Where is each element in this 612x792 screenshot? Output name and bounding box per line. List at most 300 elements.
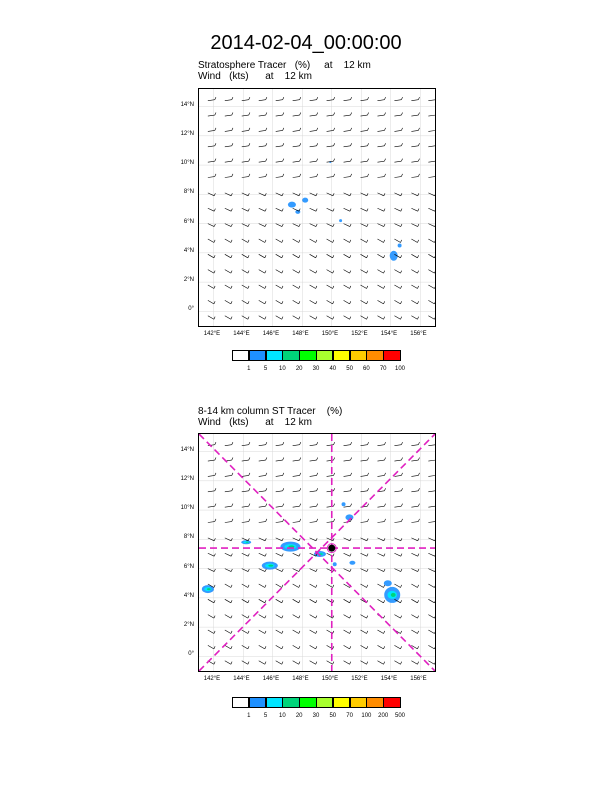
legend-label: 20 bbox=[295, 366, 303, 372]
legend-swatch bbox=[266, 697, 283, 708]
wind-barb bbox=[428, 645, 435, 649]
wind-barb bbox=[394, 97, 402, 101]
wind-barb bbox=[344, 224, 352, 227]
wind-barb bbox=[394, 553, 402, 556]
wind-barb bbox=[242, 569, 250, 572]
wind-barb bbox=[327, 300, 334, 304]
legend-swatch bbox=[249, 350, 266, 361]
wind-barb bbox=[225, 316, 232, 320]
wind-barb bbox=[411, 457, 419, 461]
legend-label: 1 bbox=[247, 366, 251, 372]
wind-barb bbox=[208, 285, 215, 289]
wind-barb bbox=[327, 254, 334, 258]
wind-barb bbox=[428, 615, 435, 619]
wind-barb bbox=[293, 97, 301, 101]
wind-barb bbox=[411, 174, 419, 178]
wind-barb bbox=[377, 254, 384, 258]
wind-barb bbox=[242, 224, 250, 227]
wind-barb bbox=[377, 143, 385, 147]
wind-barb bbox=[377, 645, 384, 649]
wind-barb bbox=[428, 488, 435, 492]
wind-barb bbox=[225, 519, 233, 523]
tracer-patch bbox=[349, 561, 355, 565]
wind-barb bbox=[225, 97, 233, 101]
wind-barb bbox=[344, 285, 351, 289]
wind-barb bbox=[276, 488, 284, 492]
wind-barb bbox=[259, 239, 266, 243]
wind-barb bbox=[208, 174, 216, 178]
wind-barb bbox=[344, 254, 351, 258]
legend-label: 30 bbox=[312, 713, 320, 719]
wind-barb bbox=[361, 208, 369, 211]
legend-label: 10 bbox=[279, 713, 286, 719]
wind-barb bbox=[361, 457, 369, 461]
wind-barb bbox=[327, 645, 334, 649]
wind-barb bbox=[344, 569, 352, 572]
wind-barb bbox=[411, 519, 419, 523]
wind-barb bbox=[225, 143, 233, 147]
wind-barb bbox=[377, 159, 385, 163]
lon-tick-label: 156°E bbox=[410, 331, 427, 337]
wind-barb bbox=[225, 584, 232, 588]
lon-tick-label: 154°E bbox=[380, 676, 398, 682]
wind-barb bbox=[394, 159, 402, 163]
wind-barb bbox=[276, 270, 283, 274]
wind-barb bbox=[394, 270, 401, 274]
wind-barb bbox=[327, 270, 334, 274]
wind-barb bbox=[259, 488, 267, 492]
wind-barb bbox=[293, 442, 301, 446]
wind-barb bbox=[242, 143, 250, 147]
wind-barb bbox=[394, 615, 401, 619]
wind-barb bbox=[242, 316, 249, 320]
wind-barb bbox=[377, 300, 384, 304]
legend-swatch bbox=[232, 350, 249, 361]
wind-barb bbox=[293, 128, 301, 132]
wind-barb bbox=[344, 645, 351, 649]
lat-tick-label: 8°N bbox=[183, 189, 194, 196]
wind-barb bbox=[394, 208, 402, 211]
lat-tick-label: 2°N bbox=[183, 277, 194, 284]
lat-tick-label: 10°N bbox=[180, 505, 194, 512]
wind-barb bbox=[208, 504, 216, 508]
wind-barb bbox=[293, 159, 301, 163]
wind-barb bbox=[208, 599, 215, 603]
wind-barb bbox=[225, 224, 233, 227]
wind-barb bbox=[259, 630, 266, 634]
wind-barb bbox=[276, 519, 284, 523]
wind-barb bbox=[327, 208, 335, 211]
wind-barb bbox=[276, 97, 284, 101]
wind-barb bbox=[276, 159, 284, 163]
bottom-panel-subtitle: Wind (kts) at 12 km bbox=[198, 417, 312, 428]
wind-barb bbox=[225, 442, 233, 446]
wind-barb bbox=[361, 553, 369, 556]
legend-label: 70 bbox=[379, 366, 387, 372]
wind-barb bbox=[428, 224, 435, 227]
tracer-patch-core bbox=[391, 593, 396, 597]
lon-tick-label: 146°E bbox=[262, 331, 280, 337]
lon-tick-label: 152°E bbox=[351, 676, 368, 682]
lon-tick-label: 150°E bbox=[321, 676, 339, 682]
wind-barb bbox=[225, 569, 233, 572]
wind-barb bbox=[310, 270, 317, 274]
wind-barb bbox=[276, 615, 283, 619]
tracer-patch-core bbox=[207, 588, 211, 590]
lat-tick-label: 4°N bbox=[183, 592, 194, 599]
wind-barb bbox=[259, 254, 266, 258]
wind-barb bbox=[327, 599, 334, 603]
tracer-patch bbox=[384, 580, 392, 586]
top-map bbox=[198, 88, 436, 327]
tracer-patch bbox=[342, 502, 346, 506]
wind-barb bbox=[225, 174, 233, 178]
wind-barb bbox=[208, 270, 215, 274]
wind-barb bbox=[411, 584, 418, 588]
bottom-map-canvas bbox=[199, 434, 435, 671]
wind-barb bbox=[361, 112, 369, 116]
wind-barb bbox=[242, 661, 249, 665]
wind-barb bbox=[394, 224, 402, 227]
wind-barb bbox=[208, 143, 216, 147]
wind-barb bbox=[225, 300, 232, 304]
wind-barb bbox=[225, 599, 232, 603]
legend-label: 70 bbox=[346, 713, 353, 719]
wind-barb bbox=[310, 300, 317, 304]
wind-barb bbox=[276, 504, 284, 508]
wind-barb bbox=[242, 112, 250, 116]
wind-barb bbox=[361, 569, 369, 572]
wind-barb bbox=[361, 473, 369, 477]
wind-barb bbox=[259, 316, 266, 320]
wind-barb bbox=[293, 504, 301, 508]
wind-barb bbox=[428, 97, 435, 101]
wind-barb bbox=[242, 97, 250, 101]
legend-swatch bbox=[350, 350, 367, 361]
wind-barb bbox=[377, 569, 385, 572]
wind-barb bbox=[310, 174, 318, 178]
wind-barb bbox=[377, 473, 385, 477]
tracer-patch-core bbox=[246, 542, 249, 543]
wind-barb bbox=[276, 285, 283, 289]
legend-swatch bbox=[232, 697, 249, 708]
wind-barb bbox=[310, 473, 318, 477]
wind-barb bbox=[361, 300, 368, 304]
legend-swatch bbox=[366, 697, 383, 708]
wind-barb bbox=[310, 224, 318, 227]
wind-barb bbox=[411, 128, 419, 132]
wind-barb bbox=[361, 316, 368, 320]
wind-barb bbox=[327, 553, 335, 556]
wind-barb bbox=[327, 112, 335, 116]
wind-barb bbox=[377, 553, 385, 556]
legend-swatch bbox=[383, 350, 400, 361]
main-title: 2014-02-04_00:00:00 bbox=[210, 32, 402, 54]
wind-barb bbox=[428, 457, 435, 461]
legend-label: 1 bbox=[247, 713, 251, 719]
wind-barb bbox=[394, 519, 402, 523]
wind-barb bbox=[428, 159, 435, 163]
wind-barb bbox=[225, 112, 233, 116]
wind-barb bbox=[361, 143, 369, 147]
wind-barb bbox=[225, 254, 232, 258]
wind-barb bbox=[327, 174, 335, 178]
wind-barb bbox=[327, 615, 334, 619]
wind-barb bbox=[293, 630, 300, 634]
wind-barb bbox=[327, 159, 335, 163]
wind-barb bbox=[293, 519, 301, 523]
wind-barb bbox=[293, 316, 300, 320]
wind-barb bbox=[259, 97, 267, 101]
wind-barb bbox=[242, 630, 249, 634]
wind-barb bbox=[276, 208, 284, 211]
wind-barb bbox=[377, 97, 385, 101]
wind-barb bbox=[411, 442, 419, 446]
wind-barb bbox=[361, 488, 369, 492]
wind-barb bbox=[310, 569, 318, 572]
wind-barb bbox=[428, 285, 435, 289]
wind-barb bbox=[344, 661, 351, 665]
lat-tick-label: 14°N bbox=[180, 101, 194, 108]
wind-barb bbox=[276, 112, 284, 116]
wind-barb bbox=[344, 599, 351, 603]
wind-barb bbox=[208, 473, 216, 477]
wind-barb bbox=[411, 224, 419, 227]
wind-barb bbox=[242, 270, 249, 274]
wind-barb bbox=[428, 442, 435, 446]
top-panel-subtitle: Wind (kts) at 12 km bbox=[198, 71, 312, 82]
legend-label: 40 bbox=[329, 366, 337, 372]
wind-barb bbox=[208, 300, 215, 304]
wind-barb bbox=[411, 285, 418, 289]
wind-barb bbox=[276, 661, 283, 665]
wind-barb bbox=[259, 457, 267, 461]
wind-barb bbox=[310, 488, 318, 492]
wind-barb bbox=[327, 457, 335, 461]
wind-barb bbox=[411, 630, 418, 634]
wind-barb bbox=[310, 254, 317, 258]
wind-barb bbox=[293, 615, 300, 619]
wind-barb bbox=[377, 630, 384, 634]
wind-barb bbox=[377, 457, 385, 461]
wind-barb bbox=[377, 584, 384, 588]
wind-barb bbox=[225, 285, 232, 289]
wind-barb bbox=[394, 488, 402, 492]
wind-barb bbox=[242, 504, 250, 508]
wind-barb bbox=[428, 599, 435, 603]
wind-barb bbox=[411, 473, 419, 477]
wind-barb bbox=[411, 553, 419, 556]
wind-barb bbox=[344, 174, 352, 178]
wind-barb bbox=[259, 224, 267, 227]
wind-barb bbox=[242, 159, 250, 163]
legend-label: 100 bbox=[361, 713, 372, 719]
tracer-patch bbox=[288, 202, 296, 208]
bottom-legend-bar bbox=[232, 697, 406, 727]
wind-barb bbox=[411, 97, 419, 101]
center-marker bbox=[328, 545, 335, 552]
wind-barb bbox=[259, 285, 266, 289]
wind-barb bbox=[259, 112, 267, 116]
wind-barb bbox=[327, 442, 335, 446]
wind-barb bbox=[310, 159, 318, 163]
wind-barb bbox=[276, 143, 284, 147]
wind-barb bbox=[377, 661, 384, 665]
wind-barb bbox=[394, 316, 401, 320]
wind-barb bbox=[225, 208, 233, 211]
wind-barb bbox=[394, 112, 402, 116]
lon-tick-label: 154°E bbox=[380, 331, 398, 337]
wind-barb bbox=[327, 224, 335, 227]
wind-barb bbox=[225, 630, 232, 634]
wind-barb bbox=[327, 584, 334, 588]
wind-barb bbox=[225, 270, 232, 274]
wind-barb bbox=[259, 128, 267, 132]
wind-barb bbox=[259, 159, 267, 163]
wind-barb bbox=[242, 239, 249, 243]
legend-label: 20 bbox=[295, 713, 303, 719]
wind-barb bbox=[259, 442, 267, 446]
wind-barb bbox=[242, 645, 249, 649]
wind-barb bbox=[259, 661, 266, 665]
wind-barb bbox=[310, 645, 317, 649]
wind-barb bbox=[225, 504, 233, 508]
wind-barb bbox=[242, 208, 250, 211]
lon-tick-label: 148°E bbox=[292, 676, 309, 682]
wind-barb bbox=[293, 254, 300, 258]
wind-barb bbox=[310, 285, 317, 289]
wind-barb bbox=[394, 239, 401, 243]
wind-barb bbox=[411, 159, 419, 163]
lon-tick-label: 156°E bbox=[410, 676, 427, 682]
tracer-patch bbox=[333, 562, 337, 566]
wind-barb bbox=[225, 488, 233, 492]
wind-barb bbox=[259, 270, 266, 274]
lon-tick-label: 144°E bbox=[233, 331, 250, 337]
wind-barb bbox=[208, 553, 216, 556]
wind-barb bbox=[208, 488, 216, 492]
wind-barb bbox=[225, 473, 233, 477]
wind-barb bbox=[344, 300, 351, 304]
legend-swatch bbox=[282, 350, 299, 361]
lat-tick-label: 14°N bbox=[180, 446, 194, 453]
wind-barb bbox=[394, 504, 402, 508]
wind-barb bbox=[293, 174, 301, 178]
legend-label: 60 bbox=[363, 366, 370, 372]
wind-barb bbox=[327, 488, 335, 492]
wind-barb bbox=[428, 300, 435, 304]
wind-barb bbox=[293, 143, 301, 147]
wind-barb bbox=[344, 270, 351, 274]
wind-barb bbox=[411, 254, 418, 258]
wind-barb bbox=[344, 442, 352, 446]
wind-barb bbox=[428, 270, 435, 274]
wind-barb bbox=[293, 599, 300, 603]
wind-barb bbox=[327, 316, 334, 320]
wind-barb bbox=[208, 208, 216, 211]
wind-barb bbox=[377, 316, 384, 320]
wind-barb bbox=[327, 519, 335, 523]
wind-barb bbox=[208, 128, 216, 132]
wind-barb bbox=[377, 285, 384, 289]
wind-barb bbox=[259, 645, 266, 649]
legend-swatch bbox=[316, 350, 333, 361]
wind-barb bbox=[242, 488, 250, 492]
wind-barb bbox=[208, 254, 215, 258]
legend-label: 500 bbox=[394, 713, 406, 719]
tracer-patch-core bbox=[268, 565, 273, 567]
legend-swatch bbox=[333, 697, 350, 708]
wind-barb bbox=[293, 285, 300, 289]
lon-tick-label: 142°E bbox=[203, 331, 221, 337]
wind-barb bbox=[208, 569, 216, 572]
wind-barb bbox=[411, 112, 419, 116]
wind-barb bbox=[411, 270, 418, 274]
wind-barb bbox=[377, 270, 384, 274]
wind-barb bbox=[344, 615, 351, 619]
wind-barb bbox=[310, 457, 318, 461]
wind-barb bbox=[361, 615, 368, 619]
wind-barb bbox=[242, 442, 250, 446]
wind-barb bbox=[428, 239, 435, 243]
wind-barb bbox=[377, 599, 384, 603]
wind-barb bbox=[344, 239, 351, 243]
wind-barb bbox=[310, 630, 317, 634]
wind-barb bbox=[276, 224, 284, 227]
wind-barb bbox=[344, 553, 352, 556]
wind-barb bbox=[259, 174, 267, 178]
wind-barb bbox=[411, 661, 418, 665]
lat-tick-label: 10°N bbox=[180, 160, 194, 167]
wind-barb bbox=[310, 661, 317, 665]
wind-barb bbox=[293, 224, 301, 227]
wind-barb bbox=[377, 504, 385, 508]
lon-tick-label: 150°E bbox=[321, 331, 339, 337]
wind-barb bbox=[361, 239, 368, 243]
wind-barb bbox=[344, 97, 352, 101]
wind-barb bbox=[428, 473, 435, 477]
wind-barb bbox=[259, 584, 266, 588]
lat-tick-label: 4°N bbox=[183, 247, 194, 254]
wind-barb bbox=[310, 112, 318, 116]
wind-barb bbox=[259, 473, 267, 477]
wind-barb bbox=[428, 112, 435, 116]
wind-barb bbox=[276, 457, 284, 461]
lat-tick-label: 6°N bbox=[183, 218, 194, 225]
wind-barb bbox=[208, 97, 216, 101]
top-legend-bar bbox=[232, 350, 406, 380]
wind-barb bbox=[377, 442, 385, 446]
lat-tick-label: 2°N bbox=[183, 622, 194, 629]
wind-barb bbox=[377, 128, 385, 132]
legend-label: 100 bbox=[394, 366, 406, 372]
wind-barb bbox=[208, 645, 215, 649]
wind-barb bbox=[259, 615, 266, 619]
wind-barb bbox=[428, 569, 435, 572]
tracer-patch bbox=[302, 198, 308, 203]
wind-barb bbox=[344, 112, 352, 116]
wind-barb bbox=[361, 519, 369, 523]
wind-barb bbox=[361, 159, 369, 163]
wind-barb bbox=[259, 143, 267, 147]
wind-barb bbox=[259, 208, 267, 211]
wind-barb bbox=[225, 159, 233, 163]
wind-barb bbox=[361, 97, 369, 101]
wind-barb bbox=[293, 457, 301, 461]
wind-barb bbox=[327, 97, 335, 101]
wind-barb bbox=[344, 143, 352, 147]
wind-barb bbox=[208, 316, 215, 320]
